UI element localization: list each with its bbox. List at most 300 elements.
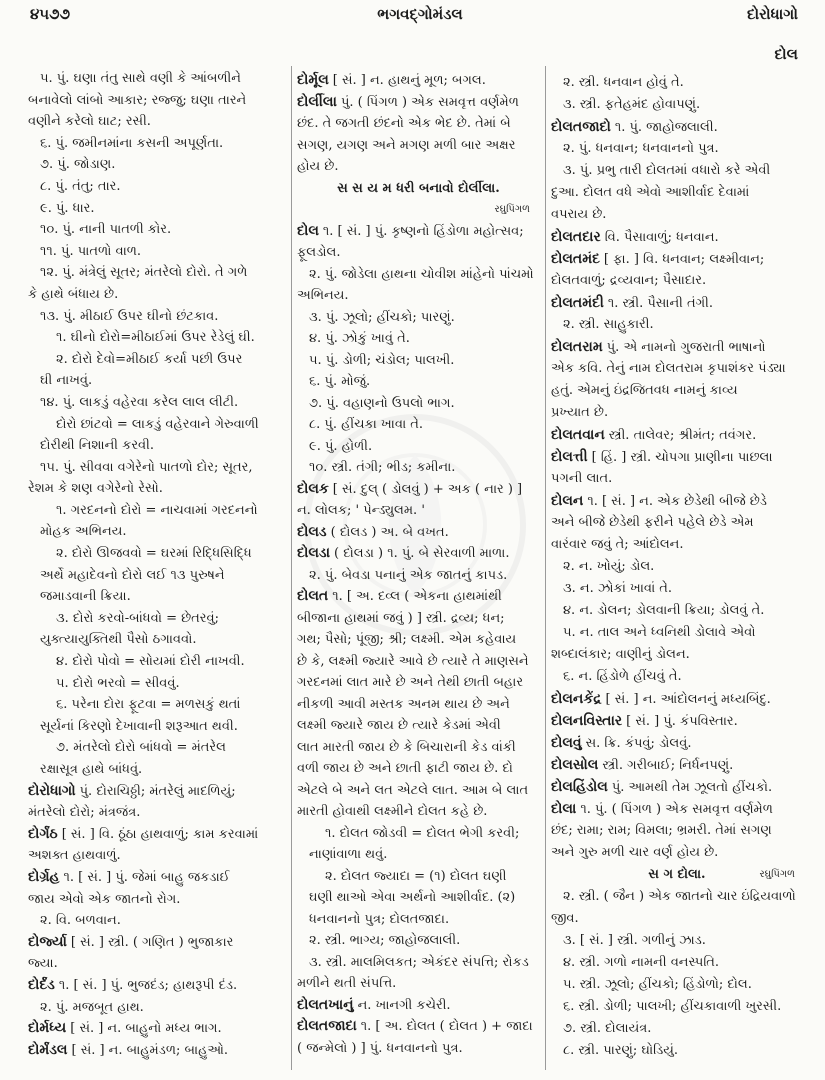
headword: દોલતજાદા [297, 1018, 357, 1034]
definition-text: પું. દોરાચિઠ્ઠી; મંતરેલું માદળિયું; [79, 783, 236, 799]
entry-line [297, 221, 540, 243]
entry-line [551, 688, 803, 710]
definition-text: દુઆ. દોલત વધે એવો આશીર્વાદ દેવામાં [551, 185, 750, 200]
sense-line [551, 160, 803, 182]
source-text: રઘુપિંગળ [494, 204, 530, 215]
entry-line [551, 292, 803, 314]
entry-line [551, 798, 803, 820]
continuation-line [551, 512, 803, 534]
definition-text: ૨. પું. બેવડા પનાનું એક જાતનું કાપડ. [309, 567, 508, 583]
definition-text: ૭. મંતરેલો દોરો બાંધવો = મંતરેલ [56, 740, 226, 756]
definition-text: વપરાય છે. [551, 207, 607, 222]
definition-text: ૮. પું. તંતુ; તાર. [40, 178, 121, 194]
continuation-line [297, 672, 540, 694]
definition-text: ૯. પું. હોળી. [309, 438, 373, 454]
definition-text: જમાડવાની ક્રિયા. [40, 589, 131, 605]
definition-text: ૭. પું. વહાણનો ઉપલો ભાગ. [309, 395, 455, 411]
definition-text: ૧. ઘીનો દોરો=મીઠાઈમાં ઉપર રેડેલું ઘી. [56, 330, 255, 346]
continuation-line [297, 758, 540, 780]
sense-line [297, 436, 540, 458]
entry-line [28, 932, 286, 954]
definition-text: ૨. સ્ત્રી. ( જૈન ) એક જાતનો ચાર ઇંદ્રિયવાળો [563, 889, 796, 904]
headword: દોલસોલ [551, 757, 599, 773]
definition-text: ૧૨. પું. મંત્રેલું સૂતર; મંતરેલો દોરો. તે ગળે [40, 265, 248, 281]
definition-text: અને બીજે છેડેથી ફરીને પહેલે છેડે એમ [551, 515, 754, 530]
sense-line [28, 241, 286, 263]
sense-line [551, 952, 803, 974]
definition-text: નીકળી આવી મસ્તક અનમ થાય છે અને [297, 696, 510, 712]
definition-text: ૩. પું. ઝૂલો; હીંચકો; પારણું. [309, 309, 455, 325]
definition-text: ( જન્મેલો ) ] પું. ધનવાનનો પુત્ર. [297, 1040, 463, 1056]
definition-text: યુક્ત્યાયુક્તિથી પૈસો ઠગાવવો. [40, 632, 197, 648]
idiom-line [297, 866, 540, 888]
column-left [28, 68, 286, 1070]
idiom-line [28, 694, 286, 716]
continuation-line [551, 468, 803, 490]
definition-text: ૫. પું. ડોળી; ચંડોલ; પાલખી. [309, 352, 455, 368]
continuation-line [297, 715, 540, 737]
guide-word-last: દોલ [774, 45, 798, 63]
definition-text: [ સં. ] ન. આંદોલનનું મધ્યબિંદુ. [605, 692, 771, 707]
idiom-line [28, 349, 286, 371]
definition-text: ૭. સ્ત્રી. દોલાયંત્ર. [563, 1021, 652, 1036]
definition-text: હતું. એમનું ઇંદ્રજિતવધ નામનું કાવ્ય [551, 383, 738, 398]
definition-text: ૪. ન. ડોલન; ડોલવાની ક્રિયા; ડોલવું તે. [563, 603, 765, 618]
entry-line [297, 586, 540, 608]
continuation-line [28, 845, 286, 867]
definition-text: ૩. દોરો કરવો-બાંધવો = છેતરવું; [56, 610, 219, 626]
sense-line [551, 1018, 803, 1040]
idiom-continuation-line [28, 370, 286, 392]
idiom-continuation-line [297, 844, 540, 866]
headword: દોલનકેંદ્ર [551, 691, 602, 707]
sense-line [551, 72, 803, 94]
entry-line [551, 336, 803, 358]
definition-text: નાણાંવાળા થવું. [309, 847, 388, 862]
entry-line [551, 116, 803, 138]
definition-text: ૧૩. પું. મીઠાઈ ઉપર ઘીનો છંટકાવ. [40, 308, 219, 324]
definition-text: હોય છે. [297, 159, 339, 174]
definition-text: ૧૦. સ્ત્રી. તંગી; ભીડ; કમીના. [309, 460, 456, 475]
entry-line [297, 543, 540, 565]
continuation-line [551, 182, 803, 204]
sense-line [28, 392, 286, 414]
sense-line [297, 393, 540, 415]
continuation-line [297, 737, 540, 759]
definition-text: રેશમ કે શણ વગેરેનો રેસો. [28, 481, 163, 497]
sense-line [297, 457, 540, 479]
definition-text: ( દોલડ ) અ. બે વખત. [330, 524, 449, 540]
headword: દોલતદાર [551, 229, 601, 245]
definition-text: ૧. દોલત જોડવી = દોલત ભેગી કરવી; [325, 825, 520, 841]
idiom-continuation-line [297, 909, 540, 931]
definition-text: ૩. સ્ત્રી. ફતેહમંદ હોવાપણું. [563, 97, 701, 112]
sense-line [551, 996, 803, 1018]
sense-line [28, 997, 286, 1019]
sense-line [28, 198, 286, 220]
definition-text: ૧. [ અ. દવ્લ ( એકના હાથમાંથી [332, 589, 502, 604]
continuation-line [297, 1038, 540, 1060]
guide-word-first: દોરોધાગો [746, 5, 798, 23]
sense-line [297, 371, 540, 393]
definition-text: ૩. પું. પ્રભુ તારી દોલતમાં વધારો કરે એવી [563, 163, 771, 178]
definition-text: છંદ. તે જગતી છંદનો એક ભેદ છે. તેમાં બે [297, 116, 511, 131]
sense-line [297, 307, 540, 329]
headword: દોલતવાન [551, 427, 605, 443]
definition-text: સગણ, યગણ અને મગણ મળી બાર અક્ષર [297, 137, 516, 153]
idiom-continuation-line [28, 586, 286, 608]
definition-text: ૫. સ્ત્રી. ઝૂલો; હીંચકો; હિંડોળો; દોલ. [563, 977, 752, 992]
sense-line [551, 666, 803, 688]
headword: દોર્મંડલ [28, 1041, 68, 1058]
definition-text: ૪. સ્ત્રી. ગળો નામની વનસ્પતિ. [563, 955, 720, 970]
definition-text: ૨. દોરો દેવો=મીઠાઈ કર્યા પછી ઉપર [56, 351, 243, 367]
continuation-line [28, 953, 286, 975]
idiom-continuation-line [28, 716, 286, 738]
headword: દોલ [297, 222, 319, 239]
entry-line [551, 776, 803, 798]
definition-text: ૧. [ સં. ] પું. જેમાં બાહુ જકડાઈ [63, 869, 230, 885]
sense-line [28, 176, 286, 198]
definition-text: કે હાથે બંધાય છે. [28, 286, 119, 302]
headword: દોલડ [297, 523, 327, 540]
entry-line [297, 479, 540, 501]
definition-text: ૧૦. પું. નાની પાતળી કોર. [40, 222, 172, 238]
continuation-line [551, 358, 803, 380]
definition-text: રક્ષાસૂત્ર હાથે બાંધવું. [40, 762, 143, 777]
continuation-line [297, 242, 540, 264]
column-middle [297, 70, 540, 1070]
sense-line [551, 886, 803, 908]
headword: દોલા [551, 801, 577, 817]
continuation-line [297, 500, 540, 522]
idiom-line [28, 543, 286, 565]
definition-text: ગથ; પૈસો; પૂંજી; શ્રી; લક્ષ્મી. એમ કહેવાય [297, 632, 517, 647]
definition-text: ૨. પું. મજબૂત હાથ. [40, 999, 144, 1015]
entry-line [297, 522, 540, 544]
headword: દોલતમંદ [551, 251, 600, 267]
headword: દોર્મૂલ [297, 72, 329, 88]
headword: દોલતરામ [551, 339, 603, 355]
definition-text: ૩. સ્ત્રી. માલમિલકત; એકંદર સંપત્તિ; રોકડ [309, 954, 529, 970]
continuation-line [551, 270, 803, 292]
definition-text: ૭. પું. જોડાણ. [40, 157, 116, 173]
definition-text: ધનવાનનો પુત્ર; દોલતજાદા. [309, 911, 450, 927]
continuation-line [551, 204, 803, 226]
definition-text: [ સં. ] સ્ત્રી. ( ગણિત ) ભુજાકાર [70, 934, 234, 950]
sense-line [297, 350, 540, 372]
entry-line [297, 70, 540, 92]
idiom-continuation-line [28, 565, 286, 587]
definition-text: ૪. પું. ઝોકું ખાવું તે. [309, 331, 410, 346]
definition-text: વળી જાય છે અને છાતી ફાટી જાય છે. દો [297, 761, 513, 776]
definition-text: એક કવિ. તેનું નામ દોલતરામ કૃપાશંકર પંડ્યા [551, 361, 786, 376]
definition-text: પું. એ નામનો ગુજરાતી ભાષાનો [606, 340, 766, 355]
headword: દોલતજાદો [551, 119, 611, 135]
continuation-line [297, 285, 540, 307]
definition-text: છે કે, લક્ષ્મી જ્યારે આવે છે ત્યારે તે માણસને [297, 653, 529, 669]
definition-text: ૮. સ્ત્રી. પારણું; ઘોડિયું. [563, 1043, 678, 1058]
entry-line [551, 732, 803, 754]
definition-text: સૂર્યનાં કિરણો દેખાવાની શરૂઆત થવી. [40, 718, 238, 734]
column-divider [545, 66, 546, 1070]
sense-line [551, 622, 803, 644]
definition-text: વણીને કરેલો ઘાટ; રસી. [28, 114, 151, 130]
definition-text: છંદ; રામા; રામ; વિમલા; ભ્રમરી. તેમાં સગણ [551, 823, 772, 838]
entry-line [551, 710, 803, 732]
continuation-line [551, 402, 803, 424]
sense-line [551, 138, 803, 160]
definition-text: ૧. સ્ત્રી. પૈસાની તંગી. [607, 296, 713, 311]
headword: દોર્દંડ [28, 976, 55, 993]
headword: દોલવું [551, 735, 582, 751]
definition-text: ૨. દોલત જ્યાદા = (૧) દોલત ઘણી [325, 868, 507, 884]
sense-line [28, 133, 286, 155]
idiom-line [28, 651, 286, 673]
idiom-continuation-line [297, 887, 540, 909]
headword: દોલત [297, 588, 329, 604]
definition-text: ૧૧. પું. પાતળો વાળ. [40, 243, 142, 259]
definition-text: [ હિં. ] સ્ત્રી. ચોપગા પ્રાણીના પાછલા [591, 450, 773, 465]
definition-text: પ્રખ્યાત છે. [551, 405, 609, 420]
definition-text: વિ. પૈસાવાળું; ધનવાન. [604, 230, 719, 245]
verse-text: સ સ ય મ ધરી બનાવો દોર્લીલા. [337, 180, 500, 196]
continuation-line [28, 111, 286, 133]
sense-line [28, 306, 286, 328]
definition-text: મળીને થતી સંપત્તિ. [297, 976, 397, 991]
definition-text: ફૂલડોલ. [297, 245, 341, 260]
definition-text: સ. ક્રિ. કંપવું; ડોલવું. [585, 736, 692, 751]
headword: દોલતખાનું [297, 996, 354, 1013]
continuation-line [297, 973, 540, 995]
sense-line [297, 264, 540, 286]
definition-text: ( દોલડા ) ૧. પું. બે સેરવાળી માળા. [334, 546, 510, 561]
definition-text: બીજાના હાથમાં જવું ) ] સ્ત્રી. દ્રવ્ય; ધન; [297, 610, 505, 626]
continuation-line [297, 651, 540, 673]
continuation-line [551, 908, 803, 930]
entry-line [551, 424, 803, 446]
headword: દોલત્તી [551, 449, 588, 465]
idiom-line [28, 608, 286, 630]
continuation-line [551, 842, 803, 864]
headword: દોર્લીલા [297, 93, 337, 110]
continuation-line [297, 113, 540, 135]
continuation-line [551, 534, 803, 556]
continuation-line [297, 629, 540, 651]
definition-text: ૧. પું. જાહોજલાલી. [614, 120, 718, 135]
definition-text: ૧૪. પું. લાકડું વહેરવા કરેલ લાલ લીટી. [40, 394, 239, 410]
definition-text: અને ગુરુ મળી ચાર વર્ણ હોય છે. [551, 845, 719, 860]
entry-line [297, 92, 540, 114]
source-citation: રઘુપિંગળ [759, 869, 795, 880]
definition-text: અર્થે મહાદેવનો દોરો લઈ ૧૩ પુરુષને [40, 567, 225, 583]
sense-line [28, 219, 286, 241]
entry-line [297, 995, 540, 1017]
definition-text: અશક્ત હાથવાળું. [28, 848, 121, 864]
continuation-line [551, 644, 803, 666]
entry-line [551, 754, 803, 776]
sense-line [297, 414, 540, 436]
definition-text: જીવ. [551, 911, 579, 926]
source-citation [297, 199, 540, 221]
continuation-line [297, 801, 540, 823]
sense-line [551, 578, 803, 600]
definition-text: ૮. પું. હીંચકા ખાવા તે. [309, 417, 424, 432]
continuation-line [297, 135, 540, 157]
continuation-line [28, 889, 286, 911]
column-divider [291, 66, 292, 1070]
definition-text: ૨. દોરો ઊજવવો = ઘરમાં રિદ્ધિસિદ્ધિ [56, 546, 252, 562]
definition-text: ૬. પરેના દોરા ફૂટવા = મળસકું થતાં [56, 697, 241, 713]
entry-line [551, 248, 803, 270]
headword: દોલડા [297, 545, 331, 561]
column-right [551, 72, 803, 1070]
entry-line [28, 824, 286, 846]
definition-text: ૬. પું. મોજું. [309, 374, 371, 389]
definition-text: દોલતવાળું; દ્રવ્યવાન; પૈસાદાર. [551, 273, 707, 288]
definition-text: ૧. [ સં. ] પું. ભુજદંડ; હાથરૂપી દંડ. [58, 977, 238, 993]
definition-text: ઘણી થાઓ એવા અર્થનો આશીર્વાદ. (૨) [309, 890, 516, 905]
definition-text: [ સં. ] ન. બાહુનો મધ્ય ભાગ. [70, 1021, 222, 1037]
entry-line [297, 1016, 540, 1038]
definition-text: [ સં. ] પું. કંપવિસ્તાર. [626, 714, 738, 729]
verse-text: સ ગ દોલા. [648, 867, 706, 882]
entry-line [551, 446, 803, 468]
definition-text: ૩. [ સં. ] સ્ત્રી. ગળીનું ઝાડ. [563, 933, 706, 948]
definition-text: વારંવાર જવું તે; આંદોલન. [551, 537, 684, 552]
definition-text: ૬. સ્ત્રી. ડોળી; પાલખી; હીંચકાવાળી ખુરસી. [563, 999, 782, 1014]
sense-line [28, 68, 286, 90]
headword: દોલનવિસ્તાર [551, 713, 623, 729]
definition-text: ૬. ન. હિંડોળે હીંચવું તે. [563, 669, 682, 684]
idiom-line [28, 500, 286, 522]
verse-line [551, 864, 803, 886]
headword: દોર્મધ્ય [28, 1020, 67, 1037]
continuation-line [297, 694, 540, 716]
sense-line [551, 600, 803, 622]
continuation-line [551, 820, 803, 842]
continuation-line [297, 608, 540, 630]
sense-line [551, 556, 803, 578]
idiom-continuation-line [28, 759, 286, 781]
definition-text: ૨. વિ. બળવાન. [40, 913, 121, 929]
definition-text: ૨. પું. જોડેલા હાથના ચોવીશ માંહેનો પાંચમો [309, 266, 534, 282]
definition-text: અભિનય. [297, 288, 349, 303]
definition-text: ૨. ન. ખોયું; ડોલ. [563, 559, 655, 574]
definition-text: ૧. પું. ( પિંગળ ) એક સમવૃત્ત વર્ણમેળ [580, 802, 773, 817]
definition-text: ૩. ન. ઝોકાં ખાવાં તે. [563, 581, 673, 596]
definition-text: પું. ( પિંગળ ) એક સમવૃત્ત વર્ણમેળ [340, 94, 519, 110]
sense-line [297, 952, 540, 974]
continuation-line [297, 156, 540, 178]
definition-text: દોરો છાંટવો = લાકડું વહેરવાને ગેરુવાળી [56, 416, 259, 432]
headword: દોલક [297, 480, 329, 497]
idiom-continuation-line [28, 629, 286, 651]
definition-text: ૪. દોરો પોવો = સોયમાં દોરી નાખવી. [56, 654, 245, 670]
definition-text: ૫. ન. તાલ અને ધ્વનિથી ડોલાવે એવો [563, 625, 756, 640]
definition-text: ૫. દોરો ભરવો = સીવવું. [56, 675, 180, 691]
sense-line [28, 910, 286, 932]
continuation-line [28, 284, 286, 306]
sense-line [551, 94, 803, 116]
headword: દોર્ગ્રહ [28, 868, 60, 885]
running-title: ભગવદ્ગોમંડલ [377, 5, 463, 23]
definition-text: ૧૫. પું. સીવવા વગેરેનો પાતળો દોર; સૂતર, [40, 459, 253, 475]
sense-line [297, 328, 540, 350]
entry-line [28, 1018, 286, 1040]
headword: દોલન [551, 493, 584, 509]
definition-text: મોહક અભિનય. [40, 524, 127, 540]
idiom-line [28, 414, 286, 436]
headword: દોલતમંદી [551, 295, 604, 311]
definition-text: જ્યા. [28, 956, 58, 972]
definition-text: શબ્દાલંકાર; વાણીનું ડોલન. [551, 647, 690, 662]
definition-text: [ સં. ] ન. બાહુમંડળ; બાહુઓ. [71, 1042, 229, 1058]
definition-text: બનાવેલો લાંબો આકાર; રજ્જુ; ઘણા તારને [28, 92, 247, 108]
definition-text: પગની લાત. [551, 471, 613, 486]
headword: દોલહિંડોલ [551, 779, 608, 795]
sense-line [297, 930, 540, 952]
definition-text: ૬. પું. જમીનમાંના કસની અપૂર્ણતા. [40, 135, 224, 151]
entry-line [28, 975, 286, 997]
entry-line [28, 781, 286, 803]
definition-text: દોરીથી નિશાની કરવી. [40, 438, 154, 454]
sense-line [28, 457, 286, 479]
headword: દોરોધાગો [28, 782, 76, 799]
sense-line [297, 565, 540, 587]
definition-text: પું. આમથી તેમ ઝૂલતો હીંચકો. [611, 780, 773, 795]
continuation-line [28, 90, 286, 112]
sense-line [28, 262, 286, 284]
idiom-line [28, 737, 286, 759]
page-number: ૪૫૭૭ [30, 5, 71, 23]
definition-text: લક્ષ્મી જ્યારે જાય છે ત્યારે કેડમાં એવી [297, 718, 501, 733]
definition-text: જાય એવો એક જાતનો રોગ. [28, 891, 181, 907]
definition-text: સ્ત્રી. ગરીબાઈ; નિર્ધનપણું. [602, 758, 734, 773]
idiom-line [297, 823, 540, 845]
definition-text: ૧. [ સં. ] પું. કૃષ્ણનો હિંડોળા મહોત્સવ; [322, 223, 524, 239]
definition-text: ૨. સ્ત્રી. સાહુકારી. [563, 317, 654, 332]
entry-line [551, 490, 803, 512]
definition-text: મારતી હોવાથી લક્ષ્મીને દોલત કહે છે. [297, 804, 488, 819]
definition-text: લાત મારતી જાય છે કે બિચારાની કેડ વાંકી [297, 739, 516, 755]
definition-text: એટલે બે અને લત એટલે લાત. આમ બે લાત [297, 782, 529, 798]
entry-line [28, 1040, 286, 1062]
continuation-line [297, 780, 540, 802]
definition-text: ૨. સ્ત્રી. ભાગ્ય; જાહોજલાલી. [309, 933, 461, 948]
definition-text: મંતરેલો દોરો; મંત્રજંત્ર. [28, 805, 141, 821]
definition-text: ન. ખાનગી કચેરી. [357, 997, 451, 1013]
sense-line [551, 1040, 803, 1062]
continuation-line [28, 802, 286, 824]
idiom-line [28, 673, 286, 695]
definition-text: ૨. પું. ધનવાન; ધનવાનનો પુત્ર. [563, 141, 719, 156]
headword: દોર્ગંઠ [28, 825, 58, 842]
definition-text: ૨. સ્ત્રી. ધનવાન હોવું તે. [563, 75, 684, 90]
sense-line [551, 974, 803, 996]
definition-text: [ ફા. ] વિ. ધનવાન; લક્ષ્મીવાન; [603, 252, 765, 267]
headword: દોર્જ્યા [28, 933, 67, 950]
sense-line [551, 930, 803, 952]
definition-text: ૯. પું. ધાર. [40, 200, 95, 216]
definition-text: ૧. [ અ. દોલત ( દોલત ) + જાદા [360, 1019, 533, 1034]
definition-text: [ સં. ] વિ. ઠૂંઠા હાથવાળું; કામ કરવામાં [61, 826, 259, 842]
definition-text: ઘી નાખવું. [40, 373, 93, 389]
definition-text: ન. લોલક; ' પેન્ડ્યુલમ. ' [297, 503, 425, 518]
entry-line [551, 226, 803, 248]
entry-line [28, 867, 286, 889]
sense-line [551, 314, 803, 336]
